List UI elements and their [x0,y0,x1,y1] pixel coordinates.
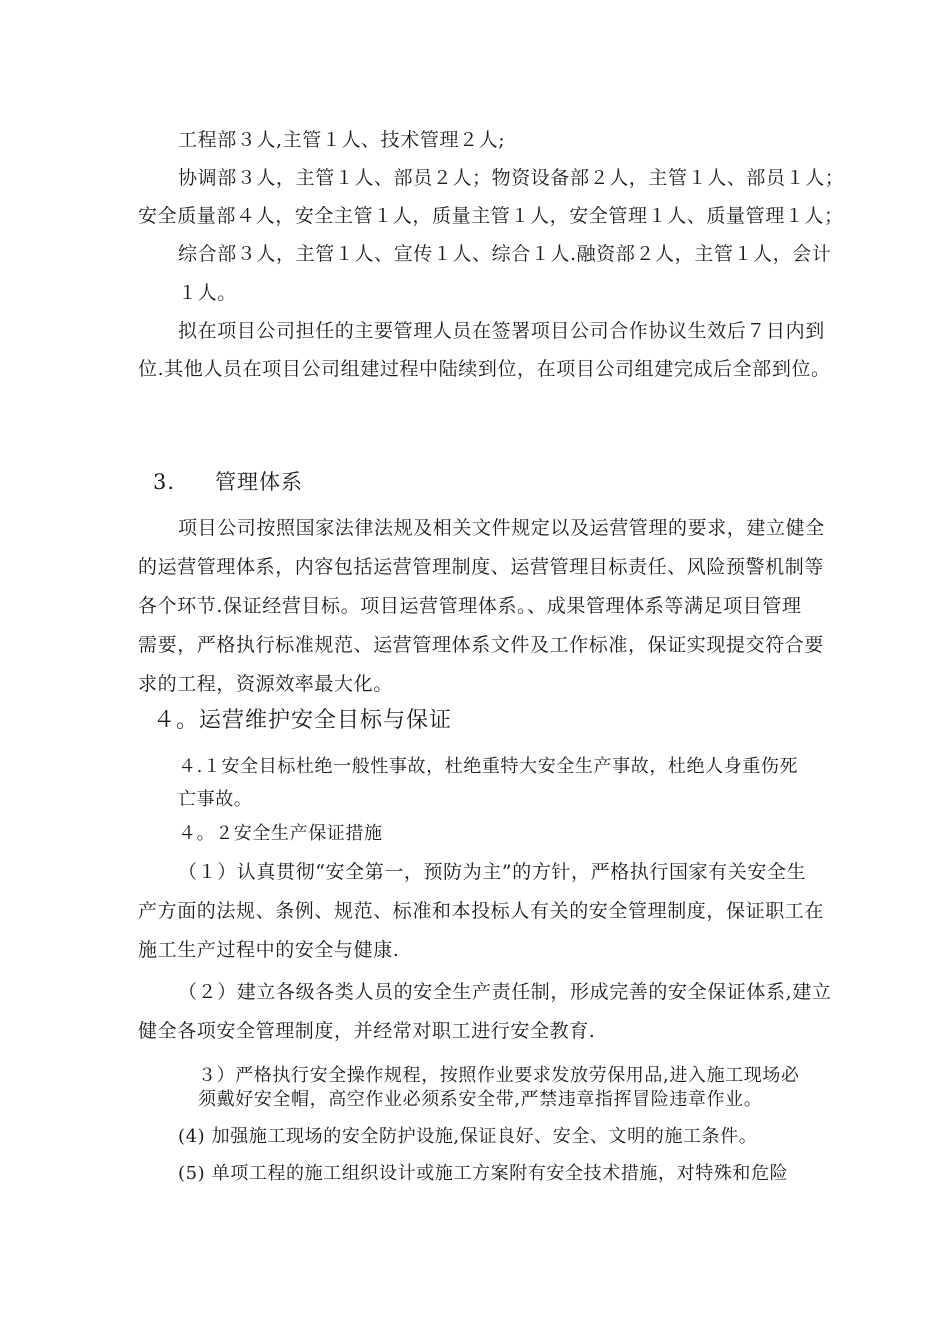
section-heading: ４。运营维护安全目标与保证 [153,708,453,733]
paragraph-line: 综合部３人，主管１人、宣传１人、综合１人.融资部２人，主管１人，会计 [178,243,832,265]
paragraph-line: 工程部３人,主管１人、技术管理２人; [178,129,506,151]
paragraph-line: ４.１安全目标杜绝一般性事故，杜绝重特大安全生产事故，杜绝人身重伤死 [178,756,799,777]
paragraph-line: 安全质量部４人，安全主管１人，质量主管１人，安全管理１人、质量管理１人； [138,205,844,227]
section-heading [153,470,303,494]
paragraph-line: 求的工程，资源效率最大化。 [138,673,393,695]
list-item-line: (5) 单项工程的施工组织设计或施工方案附有安全技术措施，对特殊和危险 [178,1163,789,1184]
paragraph-line: 亡事故。 [178,789,253,810]
subsection-heading: ４。２安全生产保证措施 [178,823,383,844]
list-item-line: 须戴好安全帽，高空作业必须系安全带,严禁违章指挥冒险违章作业。 [198,1089,763,1110]
section-number: 3. [153,470,176,494]
list-item-line: 施工生产过程中的安全与健康. [138,939,400,961]
paragraph-line: 位.其他人员在项目公司组建过程中陆续到位，在项目公司组建完成后全部到位。 [138,358,831,380]
paragraph-line: １人。 [178,282,237,304]
list-item-line: （２）建立各级各类人员的安全生产责任制，形成完善的安全保证体系,建立 [178,981,832,1003]
list-item-line: ３）严格执行安全操作规程，按照作业要求发放劳保用品,进入施工现场必 [198,1065,800,1086]
paragraph-line: 的运营管理体系，内容包括运营管理制度、运营管理目标责任、风险预警机制等 [138,556,825,578]
list-item-line: （１）认真贯彻“安全第一，预防为主”的方针，严格执行国家有关安全生 [178,861,807,883]
list-item-line: 产方面的法规、条例、规范、标准和本投标人有关的安全管理制度，保证职工在 [138,900,825,922]
paragraph-line: 各个环节.保证经营目标。项目运营管理体系。、成果管理体系等满足项目管理 [138,595,802,617]
list-item-line: (4) 加强施工现场的安全防护设施,保证良好、安全、文明的施工条件。 [178,1126,758,1147]
paragraph-line: 项目公司按照国家法律法规及相关文件规定以及运营管理的要求，建立健全 [178,517,825,539]
paragraph-line: 需要，严格执行标准规范、运营管理体系文件及工作标准，保证实现提交符合要 [138,634,825,656]
paragraph-line: 拟在项目公司担任的主要管理人员在签署项目公司合作协议生效后７日内到 [178,320,825,342]
list-item-line: 健全各项安全管理制度，并经常对职工进行安全教育. [138,1020,596,1042]
paragraph-line: 协调部３人，主管１人、部员２人；物资设备部２人，主管１人、部员１人； [178,167,845,189]
section-title: 管理体系 [215,470,303,494]
